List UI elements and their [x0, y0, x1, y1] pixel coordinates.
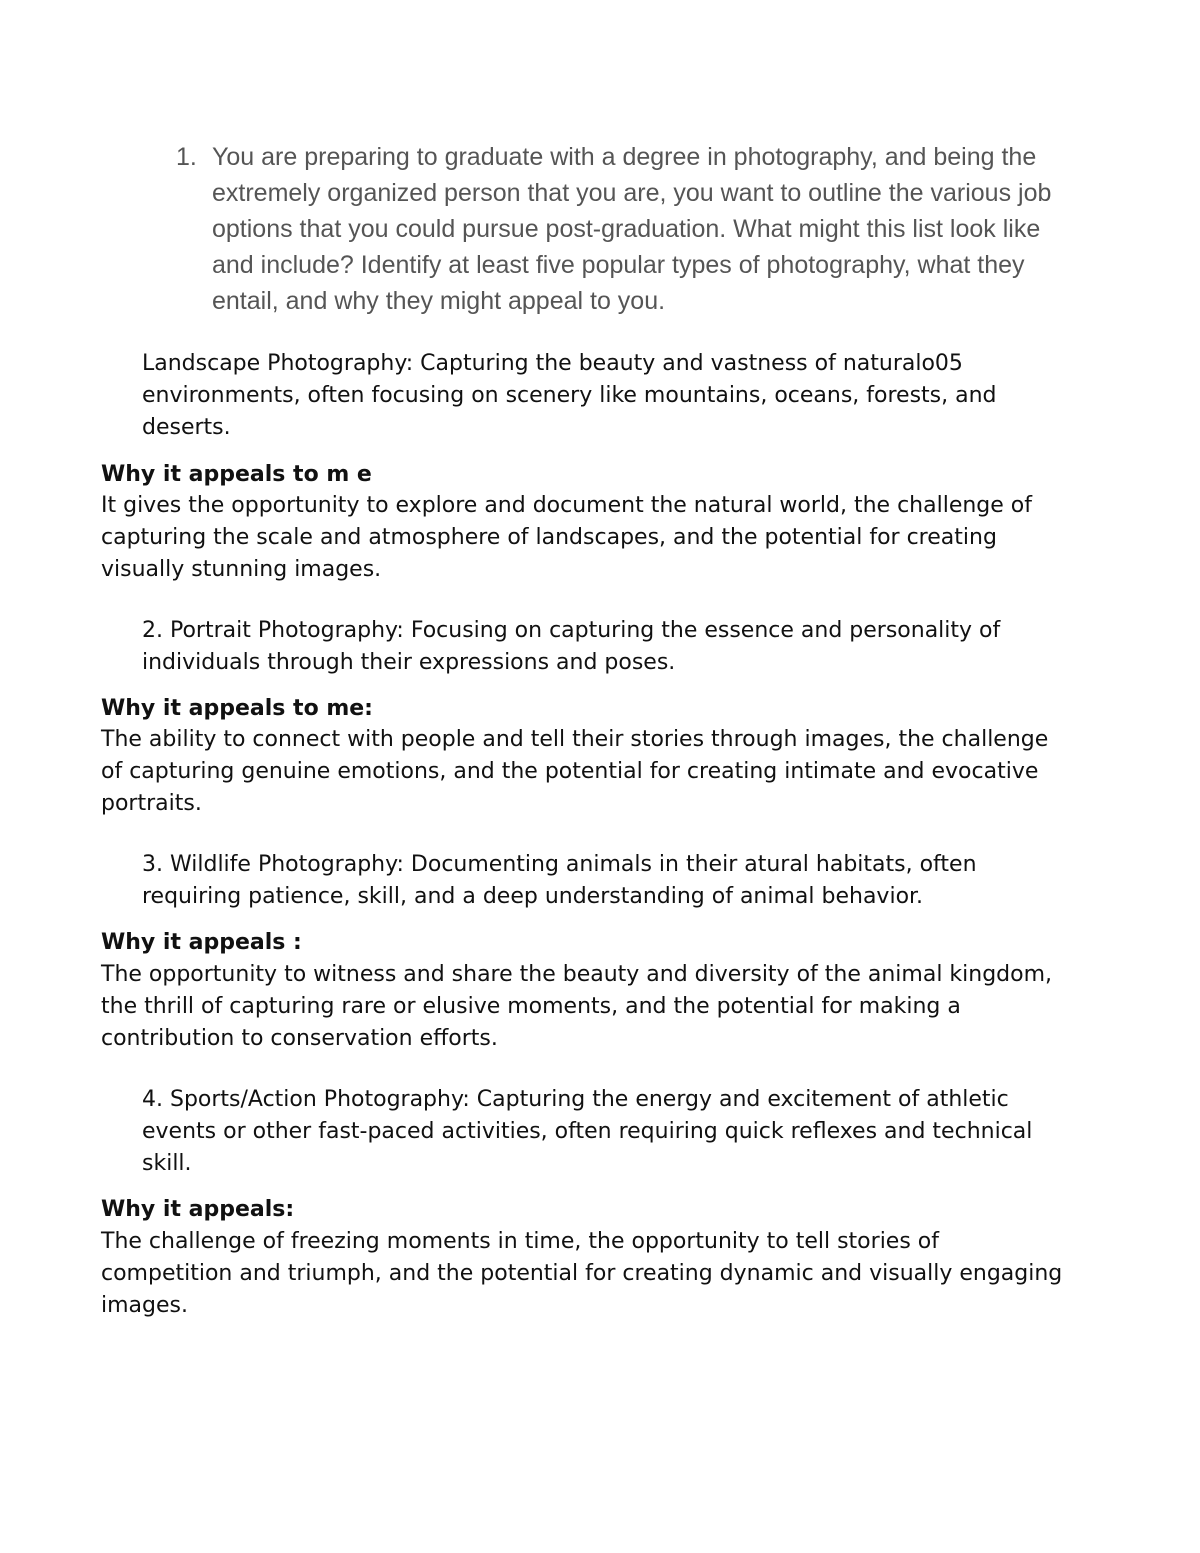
landscape-item: Landscape Photography: Capturing the beauty and vastness of naturalo05 environments, often focusing on scenery like mountains, oceans, forests, and deserts. — [142, 351, 997, 440]
landscape-appeal-text: It gives the opportunity to explore and document the natural world, the challenge of capturing the scale and atmosphere of landscapes, and the potential for creating visually stunning images. — [101, 493, 1033, 582]
sports-appeal-text: The challenge of freezing moments in time, the opportunity to tell stories of competition and triumph, and the potential for creating dynamic and visually engaging images. — [101, 1229, 1063, 1318]
question-number: 1. — [176, 143, 197, 171]
wildlife-appeal-heading: Why it appeals : — [101, 930, 302, 955]
sports-appeal-heading: Why it appeals: — [101, 1197, 295, 1222]
sports-action-item: 4. Sports/Action Photography: Capturing the energy and excitement of athletic events or other fast-paced activities, often requiring quick reflexes and technical skill. — [142, 1087, 1033, 1176]
wildlife-appeal-text: The opportunity to witness and share the beauty and diversity of the animal kingdom, the thrill of capturing rare or elusive moments, and the potential for making a contribution to conservation efforts. — [101, 962, 1053, 1051]
question-list-item — [176, 139, 1056, 319]
portrait-appeal-heading: Why it appeals to me: — [101, 696, 373, 721]
question-text: You are preparing to graduate with a degree in photography, and being the extremely organized person that you are, you want to outline the various job options that you could pursue post-graduation. What might this list look like and include? Identify at least five popular types of photography, what they entail, and why they might appeal to you. — [212, 143, 1052, 315]
wildlife-item: 3. Wildlife Photography: Documenting animals in their atural habitats, often requiring patience, skill, and a deep understanding of animal behavior. — [142, 852, 977, 909]
portrait-appeal-text: The ability to connect with people and tell their stories through images, the challenge of capturing genuine emotions, and the potential for creating intimate and evocative portraits. — [101, 727, 1049, 816]
landscape-appeal-heading: Why it appeals to m e — [101, 462, 372, 487]
portrait-item: 2. Portrait Photography: Focusing on capturing the essence and personality of individuals through their expressions and poses. — [142, 618, 1001, 675]
